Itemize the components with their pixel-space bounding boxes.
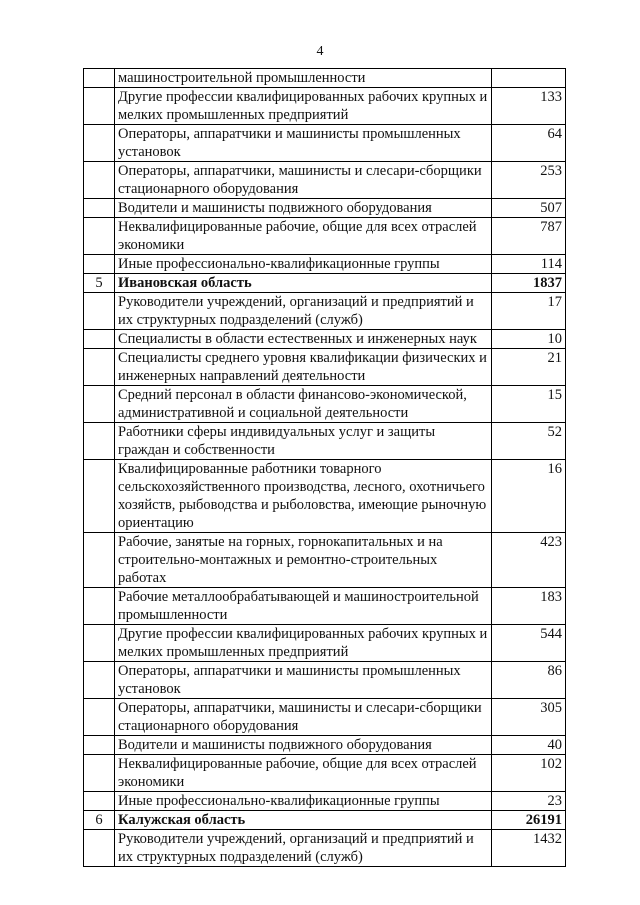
region-total: 1837: [492, 274, 566, 293]
profession-group-name: Неквалифицированные рабочие, общие для всех отраслей экономики: [115, 755, 492, 792]
table-row: [84, 662, 566, 699]
row-number: [84, 199, 115, 218]
count-value: 102: [492, 755, 566, 792]
count-value: 253: [492, 162, 566, 199]
row-number: [84, 255, 115, 274]
row-number: 6: [84, 811, 115, 830]
profession-group-name: Специалисты в области естественных и инженерных наук: [115, 330, 492, 349]
table-row: [84, 69, 566, 88]
row-number: [84, 830, 115, 867]
row-number: [84, 625, 115, 662]
count-value: 787: [492, 218, 566, 255]
profession-group-name: Водители и машинисты подвижного оборудования: [115, 199, 492, 218]
profession-group-name: Средний персонал в области финансово-экономической, административной и социальной деятельности: [115, 386, 492, 423]
row-number: [84, 423, 115, 460]
row-number: [84, 699, 115, 736]
row-number: [84, 69, 115, 88]
row-number: [84, 386, 115, 423]
row-number: [84, 792, 115, 811]
count-value: 16: [492, 460, 566, 533]
profession-group-name: машиностроительной промышленности: [115, 69, 492, 88]
count-value: 21: [492, 349, 566, 386]
row-number: 5: [84, 274, 115, 293]
data-table: [83, 68, 566, 867]
row-number: [84, 293, 115, 330]
table-row: [84, 386, 566, 423]
table-row: [84, 88, 566, 125]
count-value: 17: [492, 293, 566, 330]
table-row: [84, 830, 566, 867]
table-row: [84, 736, 566, 755]
row-number: [84, 218, 115, 255]
row-number: [84, 662, 115, 699]
table-row: [84, 699, 566, 736]
region-total: 26191: [492, 811, 566, 830]
count-value: 544: [492, 625, 566, 662]
profession-group-name: Руководители учреждений, организаций и предприятий и их структурных подразделений (служб): [115, 830, 492, 867]
table-row: [84, 533, 566, 588]
table-row: [84, 349, 566, 386]
count-value: [492, 69, 566, 88]
profession-group-name: Иные профессионально-квалификационные группы: [115, 792, 492, 811]
count-value: 133: [492, 88, 566, 125]
row-number: [84, 533, 115, 588]
profession-group-name: Неквалифицированные рабочие, общие для всех отраслей экономики: [115, 218, 492, 255]
count-value: 64: [492, 125, 566, 162]
row-number: [84, 125, 115, 162]
table-row: [84, 423, 566, 460]
table-row: [84, 755, 566, 792]
row-number: [84, 588, 115, 625]
table-row: [84, 792, 566, 811]
profession-group-name: Рабочие, занятые на горных, горнокапитальных и на строительно-монтажных и ремонтно-строительных работах: [115, 533, 492, 588]
table-row: [84, 162, 566, 199]
row-number: [84, 330, 115, 349]
profession-group-name: Квалифицированные работники товарного сельскохозяйственного производства, лесного, охотничьего хозяйств, рыбоводства и рыболовства, имеющие рыночную ориентацию: [115, 460, 492, 533]
count-value: 52: [492, 423, 566, 460]
profession-group-name: Специалисты среднего уровня квалификации физических и инженерных направлений деятельности: [115, 349, 492, 386]
count-value: 23: [492, 792, 566, 811]
region-name: Ивановская область: [115, 274, 492, 293]
count-value: 15: [492, 386, 566, 423]
count-value: 183: [492, 588, 566, 625]
count-value: 507: [492, 199, 566, 218]
table-row: [84, 588, 566, 625]
profession-group-name: Операторы, аппаратчики, машинисты и слесари-сборщики стационарного оборудования: [115, 162, 492, 199]
row-number: [84, 736, 115, 755]
profession-group-name: Водители и машинисты подвижного оборудования: [115, 736, 492, 755]
row-number: [84, 755, 115, 792]
row-number: [84, 88, 115, 125]
row-number: [84, 460, 115, 533]
count-value: 10: [492, 330, 566, 349]
region-row: [84, 811, 566, 830]
row-number: [84, 162, 115, 199]
table-row: [84, 255, 566, 274]
profession-group-name: Другие профессии квалифицированных рабочих крупных и мелких промышленных предприятий: [115, 625, 492, 662]
row-number: [84, 349, 115, 386]
profession-group-name: Другие профессии квалифицированных рабочих крупных и мелких промышленных предприятий: [115, 88, 492, 125]
table-body: [84, 69, 566, 867]
profession-group-name: Операторы, аппаратчики, машинисты и слесари-сборщики стационарного оборудования: [115, 699, 492, 736]
region-name: Калужская область: [115, 811, 492, 830]
table-row: [84, 460, 566, 533]
table-row: [84, 218, 566, 255]
profession-group-name: Операторы, аппаратчики и машинисты промышленных установок: [115, 125, 492, 162]
profession-group-name: Руководители учреждений, организаций и предприятий и их структурных подразделений (служб): [115, 293, 492, 330]
profession-group-name: Операторы, аппаратчики и машинисты промышленных установок: [115, 662, 492, 699]
table-row: [84, 125, 566, 162]
count-value: 423: [492, 533, 566, 588]
page-number: 4: [316, 44, 324, 59]
region-row: [84, 274, 566, 293]
count-value: 40: [492, 736, 566, 755]
count-value: 114: [492, 255, 566, 274]
profession-group-name: Рабочие металлообрабатывающей и машиностроительной промышленности: [115, 588, 492, 625]
count-value: 305: [492, 699, 566, 736]
table-row: [84, 293, 566, 330]
table-row: [84, 330, 566, 349]
count-value: 86: [492, 662, 566, 699]
count-value: 1432: [492, 830, 566, 867]
profession-group-name: Иные профессионально-квалификационные группы: [115, 255, 492, 274]
profession-group-name: Работники сферы индивидуальных услуг и защиты граждан и собственности: [115, 423, 492, 460]
table-row: [84, 199, 566, 218]
table-row: [84, 625, 566, 662]
